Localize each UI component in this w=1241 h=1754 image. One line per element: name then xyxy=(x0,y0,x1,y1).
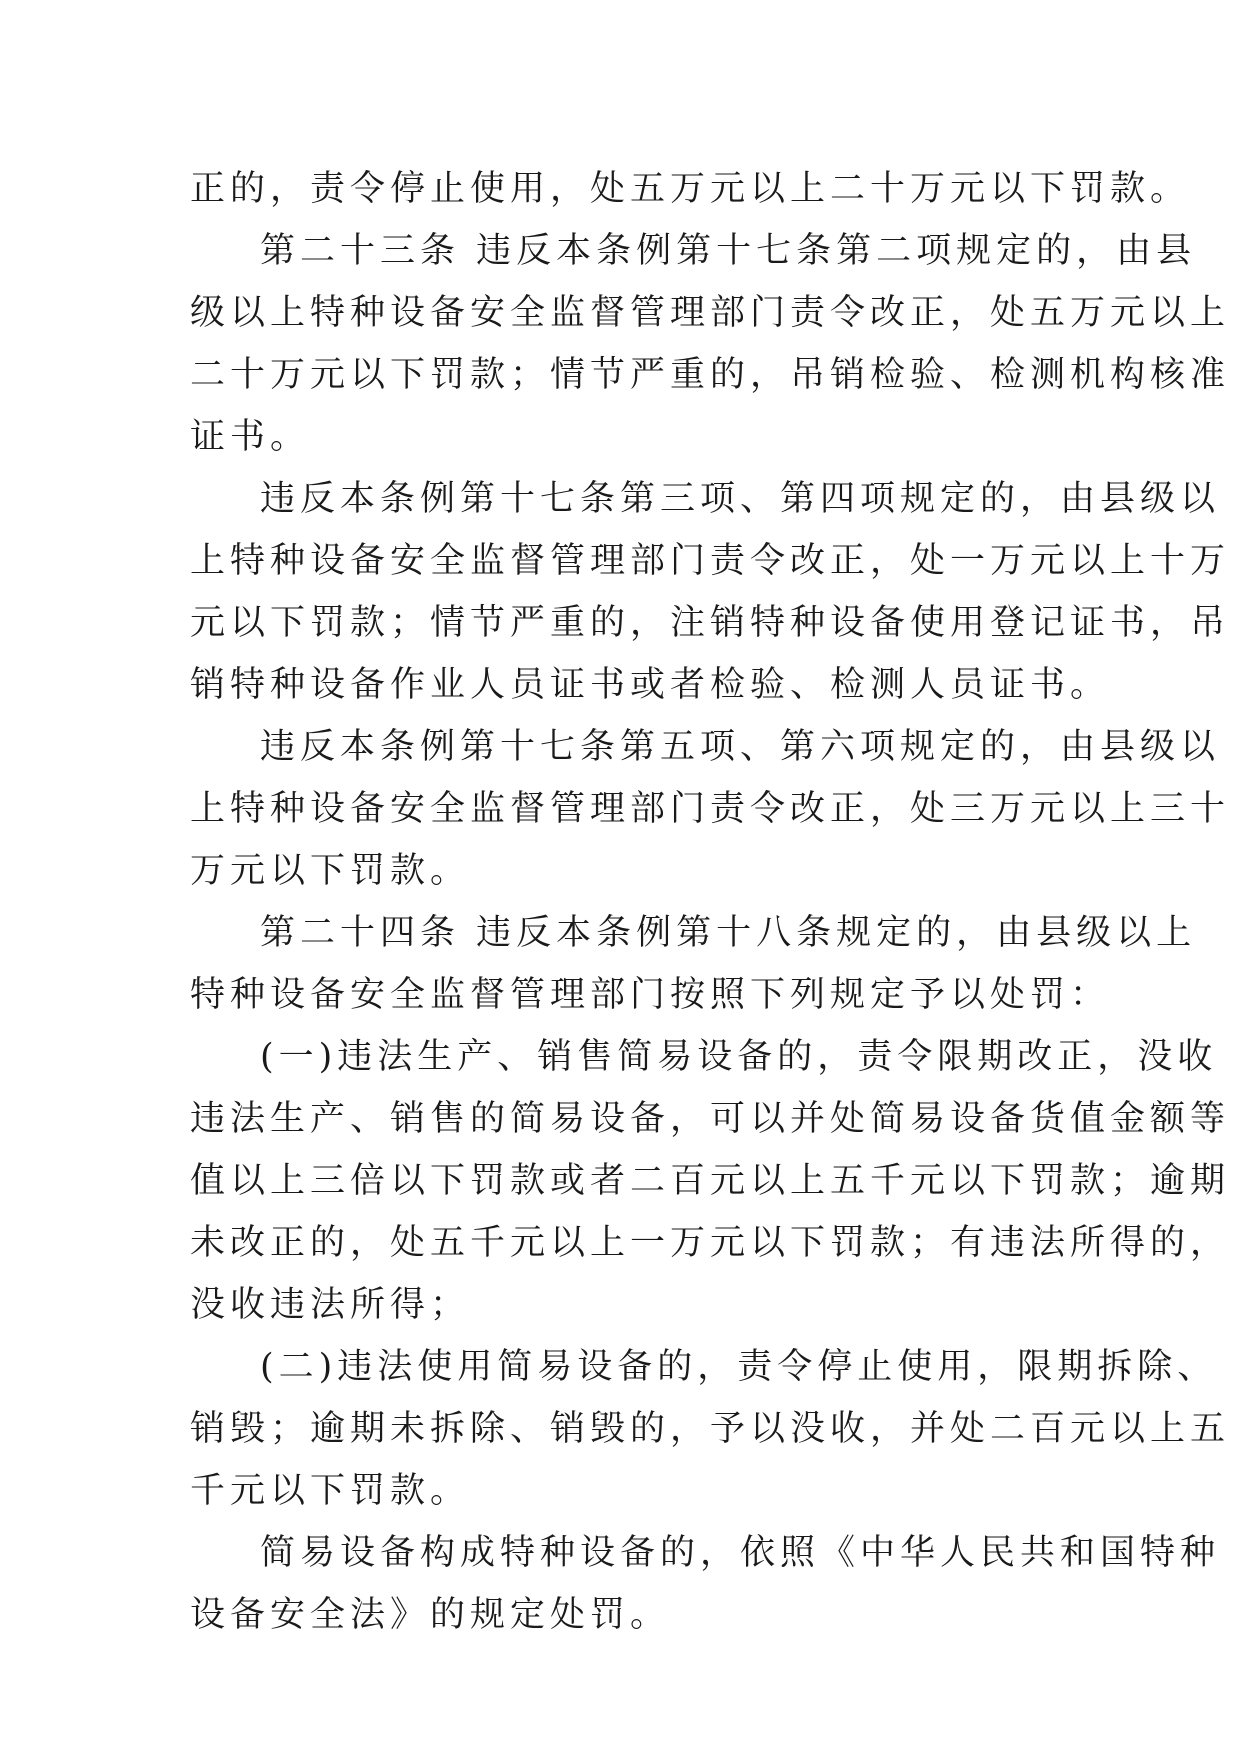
text-line: 万元以下罚款。 xyxy=(190,851,471,891)
paragraph-item-1 xyxy=(190,1026,1231,1336)
text-line: 违法生产、销售的简易设备，可以并处简易设备货值金额等 xyxy=(190,1099,1231,1139)
paragraph-4 xyxy=(190,716,1231,902)
text-line: 第二十四条 违反本条例第十八条规定的，由县级以上 xyxy=(260,913,1197,953)
paragraph-3 xyxy=(190,468,1231,716)
text-line: 千元以下罚款。 xyxy=(190,1471,471,1511)
text-line: 简易设备构成特种设备的，依照《中华人民共和国特种 xyxy=(260,1533,1221,1573)
text-line: 元以下罚款；情节严重的，注销特种设备使用登记证书，吊 xyxy=(190,603,1231,643)
paragraph-article-24 xyxy=(190,902,1197,1026)
text-line: (二)违法使用简易设备的，责令停止使用，限期拆除、 xyxy=(260,1347,1218,1387)
text-line: 值以上三倍以下罚款或者二百元以上五千元以下罚款；逾期 xyxy=(190,1161,1231,1201)
text-line: 第二十三条 违反本条例第十七条第二项规定的，由县 xyxy=(260,231,1197,271)
text-line: 上特种设备安全监督管理部门责令改正，处三万元以上三十 xyxy=(190,789,1231,829)
text-line: 上特种设备安全监督管理部门责令改正，处一万元以上十万 xyxy=(190,541,1231,581)
text-line: 未改正的，处五千元以上一万元以下罚款；有违法所得的， xyxy=(190,1223,1231,1263)
text-line: 特种设备安全监督管理部门按照下列规定予以处罚： xyxy=(190,975,1111,1015)
text-line: 违反本条例第十七条第五项、第六项规定的，由县级以 xyxy=(260,727,1221,767)
paragraph-8 xyxy=(190,1522,1221,1646)
paragraph-item-2 xyxy=(190,1336,1231,1522)
text-line: 销特种设备作业人员证书或者检验、检测人员证书。 xyxy=(190,665,1111,705)
text-line: 级以上特种设备安全监督管理部门责令改正，处五万元以上 xyxy=(190,293,1231,333)
paragraph-1 xyxy=(190,158,1191,220)
text-line: (一)违法生产、销售简易设备的，责令限期改正，没收 xyxy=(260,1037,1218,1077)
text-line: 证书。 xyxy=(190,417,311,457)
text-line: 二十万元以下罚款；情节严重的，吊销检验、检测机构核准 xyxy=(190,355,1231,395)
text-line: 正的，责令停止使用，处五万元以上二十万元以下罚款。 xyxy=(190,169,1191,209)
text-line: 销毁；逾期未拆除、销毁的，予以没收，并处二百元以上五 xyxy=(190,1409,1231,1449)
text-line: 没收违法所得； xyxy=(190,1285,471,1325)
text-line: 违反本条例第十七条第三项、第四项规定的，由县级以 xyxy=(260,479,1221,519)
document-body xyxy=(190,158,1231,1646)
paragraph-article-23 xyxy=(190,220,1231,468)
text-line: 设备安全法》的规定处罚。 xyxy=(190,1595,671,1635)
